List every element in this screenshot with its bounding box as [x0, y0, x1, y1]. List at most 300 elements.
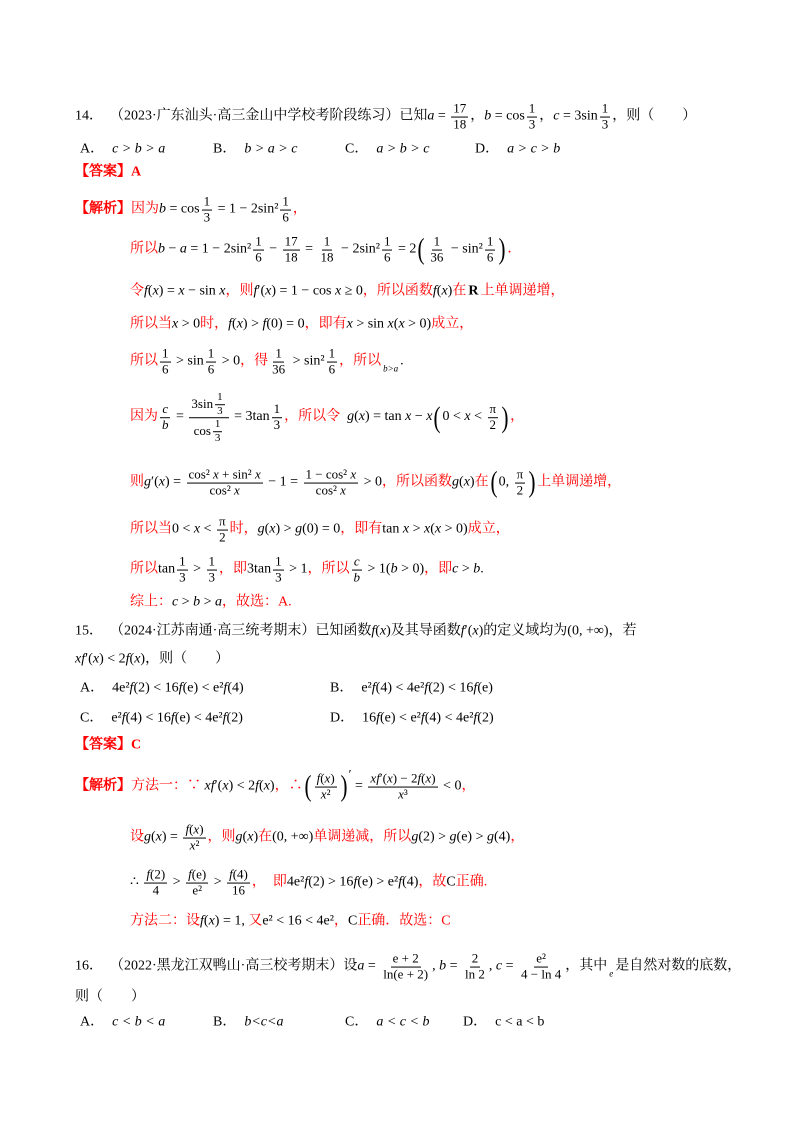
math-text: ′( [85, 651, 93, 667]
math-text: 0 < [442, 409, 465, 425]
math-variable: x [334, 283, 342, 299]
fraction-numerator [527, 102, 538, 118]
fraction [451, 102, 468, 133]
math-text: 3 [528, 116, 536, 132]
math-text: 1 [383, 233, 391, 249]
math-text: = [434, 108, 450, 124]
solution-text: 因为 [130, 409, 158, 425]
math-variable: a [357, 958, 365, 974]
math-text: = [351, 778, 367, 794]
math-text: (e) < e² [380, 710, 421, 726]
math-variable: b > a > c [244, 141, 298, 157]
fraction-denominator [270, 363, 287, 378]
fraction-denominator [272, 419, 283, 434]
math-variable: x [155, 829, 162, 845]
math-text: (2) < 16 [428, 680, 474, 696]
math-text: ( [354, 409, 359, 425]
math-text: ( [436, 283, 442, 299]
solution-text: ，所以 [307, 561, 350, 577]
fraction-denominator [207, 571, 218, 586]
math-text: 3 [601, 116, 609, 132]
math-variable: f [200, 913, 204, 929]
math-text: − [265, 241, 281, 257]
math-text: 3 [203, 209, 211, 225]
q14-solution-line-6 [130, 391, 524, 445]
math-text: . [480, 561, 484, 577]
math-text: (2) > 16 [308, 874, 354, 890]
fraction-numerator [227, 868, 250, 884]
question-text: A． [80, 680, 105, 696]
fraction-denominator [207, 484, 241, 499]
question-text: 及其导函数 [390, 623, 461, 639]
math-variable: b [353, 569, 361, 585]
math-variable: x [434, 521, 442, 537]
math-text: 18 [453, 116, 467, 132]
math-text: 17 [284, 233, 298, 249]
math-text: ) = 1 − cos [271, 283, 335, 299]
math-variable: f [144, 283, 148, 299]
fraction [319, 235, 336, 266]
fraction [187, 468, 263, 499]
math-text: ) > [275, 521, 296, 537]
question-text: ，则（ ） [145, 651, 230, 667]
math-text: ( [259, 778, 264, 794]
math-text: 3sin [191, 395, 214, 411]
fraction [283, 235, 300, 266]
question-text: ，若 [608, 623, 637, 639]
fraction [368, 772, 437, 803]
math-text: 1 [273, 401, 281, 417]
fraction-denominator [215, 405, 225, 418]
math-text: (4) [227, 680, 244, 696]
solution-text: 上单调递增， [537, 474, 622, 490]
math-text: e² [111, 710, 122, 726]
math-variable: g [295, 521, 303, 537]
math-variable: f [129, 680, 134, 696]
math-text: ( [421, 770, 426, 786]
math-text: (0) = 0 [266, 316, 305, 332]
fraction-denominator [485, 251, 496, 266]
fraction-numerator [202, 195, 213, 211]
math-text: = [301, 241, 317, 257]
solution-text: 则 [130, 474, 144, 490]
fraction-numerator [485, 235, 496, 251]
math-text: ) [253, 829, 259, 845]
math-text: − 1 = [264, 474, 302, 490]
math-text: (e) < 4e² [174, 710, 223, 726]
math-text: > [169, 874, 185, 890]
math-text: (0, +∞) [567, 623, 609, 639]
fraction [527, 102, 538, 133]
q14-solution-line-4 [130, 317, 473, 334]
fraction-numerator [280, 195, 291, 211]
solution-text: 上单调递增， [480, 283, 565, 299]
fraction-denominator [202, 211, 213, 226]
math-text: 6 [486, 249, 494, 265]
open-parenthesis: ( [417, 233, 425, 266]
fraction [189, 391, 228, 445]
math-variable: x [405, 409, 412, 425]
open-parenthesis: ( [304, 770, 312, 803]
math-text: − sin² [447, 241, 483, 257]
math-text: e² [192, 882, 202, 898]
solution-text: 所以 [130, 241, 158, 257]
math-variable: g [411, 829, 419, 845]
math-variable: f [417, 770, 422, 786]
fraction-denominator [177, 571, 188, 586]
math-variable: g [449, 829, 457, 845]
math-variable: f [371, 623, 376, 639]
fraction [463, 952, 487, 983]
fraction [253, 235, 264, 266]
solution-text: 设 [130, 829, 144, 845]
math-text: > 0) [397, 561, 425, 577]
fraction-denominator [381, 968, 430, 983]
math-text: ′( [379, 770, 387, 786]
math-text: 6 [207, 361, 215, 377]
math-text: = [502, 958, 518, 974]
math-text: 4e² [286, 874, 305, 890]
fraction-denominator [273, 571, 284, 586]
math-text: = [172, 409, 188, 425]
math-variable: x [193, 521, 201, 537]
math-variable: xf [75, 651, 86, 667]
math-text: ( [375, 623, 380, 639]
fraction-denominator [527, 118, 538, 133]
math-text: (4) < 16 [125, 710, 171, 726]
fraction-numerator [215, 391, 225, 405]
math-variable: x [464, 409, 471, 425]
math-text: ) < 2 [228, 778, 256, 794]
question-text: ，其中 [565, 958, 608, 974]
math-variable: b [159, 201, 166, 217]
fraction-denominator [463, 968, 487, 983]
math-text: 4 − ln 4 [521, 966, 562, 982]
math-text: ) = [161, 829, 182, 845]
math-text: 18 [284, 249, 298, 265]
fraction [206, 347, 217, 378]
math-variable: f [376, 710, 381, 726]
math-variable: f [253, 283, 258, 299]
math-text: ) [478, 623, 484, 639]
math-variable: x [213, 466, 219, 482]
fraction-denominator [396, 788, 410, 803]
q14-answer [75, 165, 141, 182]
q14-solution-line-9 [130, 555, 484, 586]
q15-option-a [80, 681, 244, 698]
math-variable: b [473, 561, 481, 577]
fraction [215, 391, 225, 417]
math-text: e² [536, 950, 546, 966]
math-text: (e) [191, 866, 207, 882]
math-text: > sin [172, 353, 204, 369]
math-text: , [432, 958, 440, 974]
math-text: 1 [207, 345, 215, 361]
q16-stem-line-1 [75, 952, 741, 983]
math-variable: a > b > c [376, 141, 430, 157]
solution-text: 成立， [467, 521, 510, 537]
math-variable: x [172, 316, 179, 332]
math-text: ( [189, 821, 194, 837]
math-text: (e) > e² [357, 874, 399, 890]
q14-option-c [345, 142, 429, 159]
fraction-denominator [253, 251, 264, 266]
math-text: − sin [184, 283, 220, 299]
q14-option-b [213, 142, 297, 159]
math-variable: f [262, 316, 267, 332]
fraction-numerator [352, 555, 362, 571]
solution-text: ， [333, 913, 348, 929]
q16-option-b [213, 1015, 283, 1032]
math-text: ( [264, 521, 270, 537]
math-text: ln(e + 2) [383, 966, 429, 982]
fraction-numerator [534, 952, 548, 968]
q14-solution-line-10 [130, 595, 292, 612]
small-math-text: e [609, 968, 614, 979]
math-variable: x [222, 778, 229, 794]
question-text: B． [213, 141, 237, 157]
math-text: 2 [489, 417, 497, 433]
math-variable: f [304, 874, 309, 890]
math-text: ) [447, 283, 453, 299]
math-variable: xf [370, 770, 380, 786]
fraction-numerator [391, 952, 421, 968]
q14-option-d [475, 142, 560, 159]
math-variable: x [152, 283, 159, 299]
math-variable: f [398, 874, 403, 890]
math-text: (e) > [456, 829, 487, 845]
math-text: 3 [217, 404, 223, 417]
fraction-denominator [160, 363, 171, 378]
math-variable: f [432, 283, 437, 299]
math-text: 1 [433, 233, 441, 249]
q14-solution-line-3 [130, 284, 564, 301]
math-text: (2) > [418, 829, 450, 845]
q16-option-d [463, 1015, 544, 1032]
solution-text: ，∴ [274, 778, 303, 794]
math-text: (4) [232, 866, 248, 882]
fraction [352, 555, 363, 586]
math-variable: b [162, 417, 169, 433]
math-text: 6 [383, 249, 391, 265]
solution-text: ，即有 [340, 521, 383, 537]
fraction-numerator [368, 772, 437, 788]
math-text: cos² [209, 482, 234, 498]
close-parenthesis: ) [501, 401, 509, 434]
math-text: ³ [403, 786, 408, 802]
math-variable: c < b < a [112, 1014, 166, 1030]
fraction-denominator [160, 419, 171, 434]
math-text: 1 [255, 233, 262, 249]
fraction-numerator [207, 555, 218, 571]
solution-text: ，则 [225, 283, 254, 299]
fraction [177, 555, 188, 586]
math-variable: f [353, 874, 358, 890]
math-variable: x [320, 786, 327, 802]
solution-text: 正确. [455, 874, 488, 890]
solution-text: ，则 [207, 829, 236, 845]
fraction-numerator [187, 468, 263, 484]
solution-text: ，即 [424, 561, 453, 577]
math-text: > 0 [218, 353, 241, 369]
math-variable: x [398, 786, 404, 802]
small-math-text: b>a [383, 363, 399, 374]
solution-text: ． [507, 241, 522, 257]
math-variable: c [172, 594, 179, 610]
fraction [270, 347, 287, 378]
math-text: < 0 [439, 778, 462, 794]
math-variable: f [170, 710, 175, 726]
q15-solution-line-4 [130, 914, 451, 931]
math-text: 1 [203, 193, 211, 209]
math-text: > 0) [404, 316, 432, 332]
math-text: ² [326, 786, 331, 802]
math-text: > 0) [441, 521, 468, 537]
fraction-denominator [428, 251, 445, 266]
math-text: 1 [282, 193, 289, 209]
fraction-numerator [382, 235, 393, 251]
math-text: 1 [275, 345, 282, 361]
math-text: ) [140, 651, 146, 667]
math-text: ( [151, 829, 156, 845]
q15-option-b [330, 681, 493, 698]
fraction-numerator [470, 952, 481, 968]
math-variable: x [425, 770, 432, 786]
math-variable: x [236, 316, 243, 332]
fraction-denominator [488, 419, 499, 434]
math-text: 4e² [112, 680, 130, 696]
math-variable: c [495, 958, 503, 974]
question-text: ， [539, 108, 554, 124]
math-text: − 2sin² [337, 241, 380, 257]
math-text: ′( [151, 474, 159, 490]
fraction-numerator [315, 772, 337, 788]
fraction-denominator [519, 968, 563, 983]
math-variable: c [553, 108, 560, 124]
math-text: 16 [231, 882, 245, 898]
math-text: (2) [477, 710, 494, 726]
fraction [327, 347, 338, 378]
math-text: ) [431, 770, 436, 786]
fraction [227, 868, 250, 899]
fraction-numerator [273, 555, 284, 571]
math-variable: c [353, 553, 360, 569]
math-text: 36 [430, 249, 444, 265]
math-text: 1 [217, 391, 223, 404]
solution-text: 在 [258, 829, 273, 845]
math-text: ′( [464, 623, 473, 639]
solution-text: 在 [474, 474, 489, 490]
math-text: ) = 1, [214, 913, 249, 929]
open-parenthesis: ( [433, 401, 441, 434]
question-text: D． [463, 1014, 488, 1030]
parenthesized-group [416, 235, 507, 266]
math-variable: x [269, 521, 276, 537]
math-text: ( [393, 316, 399, 332]
math-text: < [470, 409, 486, 425]
math-text: ² [195, 837, 200, 853]
fraction [485, 235, 496, 266]
math-text: 1 [208, 553, 216, 569]
math-text: 4 [152, 882, 160, 898]
math-variable: x [472, 623, 479, 639]
math-variable: x [346, 316, 353, 332]
fraction-denominator [213, 432, 223, 445]
section-label: 【解析】 [75, 201, 131, 217]
solution-text: 因为 [131, 201, 159, 217]
fraction-denominator [206, 363, 217, 378]
question-text: A． [80, 141, 105, 157]
fraction-denominator [280, 211, 291, 226]
question-text: 则（ ） [75, 989, 145, 1005]
math-text: ) [269, 778, 275, 794]
math-text: 3tan [247, 561, 272, 577]
fraction-denominator [515, 484, 526, 499]
fraction-numerator [304, 468, 359, 484]
question-text: 14． （2023·广东汕头·高三金山中学校考阶段练习）已知 [75, 108, 428, 124]
math-text: ) > [242, 316, 263, 332]
math-text: 1 [528, 100, 536, 116]
parenthesized-content [426, 235, 497, 266]
fraction-denominator [283, 251, 300, 266]
math-variable: f [188, 866, 192, 882]
math-text: 1 − cos² [305, 466, 351, 482]
solution-text: ， [292, 201, 307, 217]
math-variable: f [185, 821, 190, 837]
math-text: 3 [214, 432, 221, 445]
solution-text: ， [510, 829, 525, 845]
parenthesized-content [313, 772, 339, 803]
fraction-numerator [515, 468, 526, 484]
parenthesized-group [489, 468, 538, 499]
math-variable: x [387, 316, 394, 332]
math-variable: f [228, 316, 233, 332]
math-text: > 1( [364, 561, 391, 577]
math-variable: x [193, 821, 200, 837]
math-text: . [400, 353, 404, 369]
fraction [183, 823, 205, 854]
math-text: (e) [477, 680, 493, 696]
question-text: B． [213, 1014, 237, 1030]
q15-answer [75, 738, 141, 755]
math-text: (4) [402, 874, 419, 890]
solution-text: ， [510, 409, 525, 425]
solution-text: ，得 [240, 353, 269, 369]
math-variable: xf [204, 778, 215, 794]
math-variable: f [255, 778, 260, 794]
math-variable: f [473, 710, 478, 726]
math-text: 1 [179, 553, 186, 569]
math-text: e² < 16 < 4e² [262, 913, 334, 929]
fraction-denominator [352, 571, 363, 586]
fraction-numerator [186, 868, 208, 884]
math-variable: x [134, 651, 141, 667]
fraction-denominator [190, 884, 204, 899]
math-variable: x [158, 474, 165, 490]
solution-text: ，故选：A. [222, 594, 292, 610]
fraction-numerator [253, 235, 264, 251]
math-text: ) [469, 474, 475, 490]
math-text: = 3tan [230, 409, 270, 425]
fraction-numerator [217, 515, 228, 531]
q14-solution-line-8 [130, 515, 510, 546]
math-variable: c [162, 401, 169, 417]
math-text: 6 [255, 249, 262, 265]
math-variable: x [424, 521, 431, 537]
math-text: 6 [162, 361, 169, 377]
question-text: 是自然对数的底数， [615, 958, 742, 974]
solution-text: 所以当 [130, 316, 172, 332]
